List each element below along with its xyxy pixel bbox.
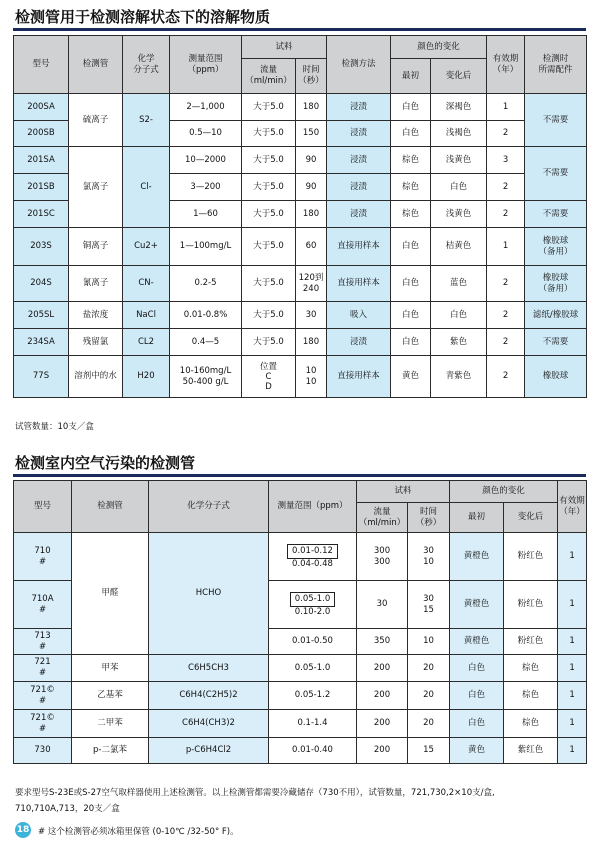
tube-cell: 氯离子 [69,147,123,228]
valid-cell: 1 [558,738,587,764]
range-cell: 0.01-0.50 [269,629,357,655]
after-color-cell: 粉红色 [504,533,558,581]
accessory-cell: 橡胶球 （备用） [525,228,587,266]
after-color-cell: 白色 [431,302,487,329]
header-color: 颜色的变化 [450,481,558,503]
time-cell: 150 [296,121,327,147]
range-cell: 10-160mg/L 50-400 g/L [170,356,242,398]
initial-color-cell: 棕色 [391,201,431,228]
header-after: 变化后 [431,59,487,94]
after-color-cell: 棕色 [504,655,558,682]
time-cell: 30 [296,302,327,329]
tube-cell: 乙基苯 [72,682,149,710]
flow-cell: 200 [357,738,408,764]
range-cell: 0.2-5 [170,266,242,302]
model-cell: 234SA [14,329,69,356]
valid-cell: 1 [487,94,525,121]
range-value: 0.10-2.0 [294,606,331,617]
tube-cell: 残留氯 [69,329,123,356]
flow-cell: 大于5.0 [242,174,296,201]
initial-color-cell: 黄橙色 [450,533,504,581]
initial-color-cell: 棕色 [391,147,431,174]
header-formula: 化学分子式 [149,481,269,533]
accessory-cell: 橡胶球 [525,356,587,398]
model-cell: 204S [14,266,69,302]
method-cell: 直接用样本 [327,266,391,302]
model-cell: 203S [14,228,69,266]
model-cell: 200SA [14,94,69,121]
range-boxed: 0.05-1.0 [290,592,336,607]
range-cell: 3—200 [170,174,242,201]
flow-cell: 大于5.0 [242,302,296,329]
header-flow: 流量 （ml/min） [357,503,408,533]
method-cell: 吸入 [327,302,391,329]
method-cell: 直接用样本 [327,356,391,398]
range-cell: 1—60 [170,201,242,228]
formula-cell: CN- [123,266,170,302]
method-cell: 浸渍 [327,121,391,147]
method-cell: 浸渍 [327,174,391,201]
time-cell: 15 [408,738,450,764]
header-after: 变化后 [504,503,558,533]
time-cell: 20 [408,682,450,710]
tube-cell: 氰离子 [69,266,123,302]
valid-cell: 1 [487,228,525,266]
valid-cell: 3 [487,147,525,174]
range-cell: 2—1,000 [170,94,242,121]
header-model: 型号 [14,481,72,533]
model-cell: 201SA [14,147,69,174]
formula-cell: CL2 [123,329,170,356]
initial-color-cell: 白色 [450,710,504,738]
flow-cell: 大于5.0 [242,228,296,266]
model-cell: 721© # [14,682,72,710]
initial-color-cell: 黄色 [391,356,431,398]
range-boxed: 0.01-0.12 [287,544,338,559]
valid-cell: 2 [487,266,525,302]
after-color-cell: 蓝色 [431,266,487,302]
tube-cell: 铜离子 [69,228,123,266]
section2-note-quantity: 710,710A,713，20支／盒 [15,804,120,814]
model-cell: 721 # [14,655,72,682]
range-cell: 0.4—5 [170,329,242,356]
initial-color-cell: 白色 [450,655,504,682]
header-valid: 有效期 （年） [487,36,525,94]
formula-cell: p-C6H4Cl2 [149,738,269,764]
valid-cell: 1 [558,682,587,710]
method-cell: 浸渍 [327,147,391,174]
flow-cell: 大于5.0 [242,329,296,356]
model-cell: 713 # [14,629,72,655]
section2-note-refrigerate: # 这个检测管必须冰箱里保管 (0-10℃ /32-50° F)。 [38,827,239,837]
flow-cell: 200 [357,682,408,710]
header-method: 检测方法 [327,36,391,94]
flow-cell: 300 300 [357,533,408,581]
flow-cell: 位置 C D [242,356,296,398]
time-cell: 30 10 [408,533,450,581]
formula-cell: C6H5CH3 [149,655,269,682]
header-formula: 化学 分子式 [123,36,170,94]
after-color-cell: 浅褐色 [431,121,487,147]
tube-cell: 盐浓度 [69,302,123,329]
valid-cell: 1 [558,533,587,581]
model-cell: 200SB [14,121,69,147]
valid-cell: 2 [487,302,525,329]
range-cell [269,533,357,581]
time-cell: 180 [296,94,327,121]
valid-cell: 2 [487,356,525,398]
header-range: 测量范围 （ppm） [170,36,242,94]
formula-cell: C6H4(CH3)2 [149,710,269,738]
tube-cell: 甲醛 [72,533,149,655]
after-color-cell: 深褐色 [431,94,487,121]
after-color-cell: 棕色 [504,682,558,710]
method-cell: 浸渍 [327,94,391,121]
accessory-cell: 滤纸/橡胶球 [525,302,587,329]
valid-cell: 1 [558,629,587,655]
header-tube: 检测管 [69,36,123,94]
formula-cell: Cu2+ [123,228,170,266]
valid-cell: 2 [487,121,525,147]
time-cell: 90 [296,147,327,174]
header-model: 型号 [14,36,69,94]
formula-cell: S2- [123,94,170,147]
formula-cell: C6H4(C2H5)2 [149,682,269,710]
valid-cell: 2 [487,201,525,228]
initial-color-cell: 黄橙色 [450,629,504,655]
initial-color-cell: 白色 [391,121,431,147]
accessory-cell: 不需要 [525,147,587,201]
range-cell: 1—100mg/L [170,228,242,266]
header-valid: 有效期 （年） [558,481,587,533]
time-cell: 90 [296,174,327,201]
flow-cell: 大于5.0 [242,94,296,121]
after-color-cell: 棕色 [504,710,558,738]
model-cell: 710A # [14,581,72,629]
initial-color-cell: 白色 [391,329,431,356]
accessory-cell: 不需要 [525,329,587,356]
range-cell: 0.5—10 [170,121,242,147]
tube-cell: p-二氯苯 [72,738,149,764]
after-color-cell: 粉红色 [504,629,558,655]
valid-cell: 2 [487,174,525,201]
range-cell [269,581,357,629]
model-cell: 730 [14,738,72,764]
after-color-cell: 浅黄色 [431,147,487,174]
time-cell: 10 10 [296,356,327,398]
valid-cell: 1 [558,710,587,738]
range-cell: 0.01-0.8% [170,302,242,329]
formula-cell: NaCl [123,302,170,329]
flow-cell: 大于5.0 [242,201,296,228]
initial-color-cell: 黄橙色 [450,581,504,629]
time-cell: 10 [408,629,450,655]
flow-cell: 30 [357,581,408,629]
range-cell: 0.05-1.2 [269,682,357,710]
flow-cell: 大于5.0 [242,121,296,147]
indoor-air-table [13,480,587,764]
time-cell: 180 [296,329,327,356]
initial-color-cell: 白色 [391,228,431,266]
header-accessory: 检测时 所需配件 [525,36,587,94]
formula-cell: H20 [123,356,170,398]
section1-title: 检测管用于检测溶解状态下的溶解物质 [15,8,271,26]
range-cell: 0.1-1.4 [269,710,357,738]
initial-color-cell: 棕色 [391,174,431,201]
valid-cell: 2 [487,329,525,356]
initial-color-cell: 白色 [391,302,431,329]
range-cell: 0.05-1.0 [269,655,357,682]
initial-color-cell: 白色 [391,94,431,121]
flow-cell: 200 [357,655,408,682]
after-color-cell: 紫色 [431,329,487,356]
section1-title-bar [13,28,586,31]
accessory-cell: 不需要 [525,201,587,228]
valid-cell: 1 [558,655,587,682]
flow-cell: 200 [357,710,408,738]
after-color-cell: 白色 [431,174,487,201]
after-color-cell: 紫红色 [504,738,558,764]
section2-title-bar [13,474,586,477]
after-color-cell: 青紫色 [431,356,487,398]
flow-cell: 大于5.0 [242,147,296,174]
header-sample: 试料 [357,481,450,503]
tube-cell: 甲苯 [72,655,149,682]
header-tube: 检测管 [72,481,149,533]
method-cell: 直接用样本 [327,228,391,266]
model-cell: 77S [14,356,69,398]
header-range: 测量范围（ppm） [269,481,357,533]
time-cell: 180 [296,201,327,228]
section1-note: 试管数量：10支／盒 [15,422,94,432]
page-number-badge: 18 [15,822,31,838]
model-cell: 205SL [14,302,69,329]
model-cell: 721© # [14,710,72,738]
header-time: 时间 （秒） [296,59,327,94]
flow-cell: 大于5.0 [242,266,296,302]
tube-cell: 二甲苯 [72,710,149,738]
initial-color-cell: 白色 [450,682,504,710]
header-flow: 流量 （ml/min） [242,59,296,94]
time-cell: 30 15 [408,581,450,629]
after-color-cell: 浅黄色 [431,201,487,228]
dissolved-substance-table [13,35,587,398]
model-cell: 201SB [14,174,69,201]
after-color-cell: 粉红色 [504,581,558,629]
valid-cell: 1 [558,581,587,629]
initial-color-cell: 黄色 [450,738,504,764]
section2-note-storage: 要求型号S-23E或S-27空气取样器使用上述检测管。以上检测管都需要冷藏储存（730不用），试管数量，721,730,2×10支/盒, [15,788,495,798]
accessory-cell: 不需要 [525,94,587,147]
header-time: 时间 （秒） [408,503,450,533]
section2-title: 检测室内空气污染的检测管 [15,454,196,472]
model-cell: 710 # [14,533,72,581]
range-value: 0.04-0.48 [292,558,333,569]
accessory-cell: 橡胶球 （备用） [525,266,587,302]
header-initial: 最初 [450,503,504,533]
after-color-cell: 桔黄色 [431,228,487,266]
method-cell: 浸渍 [327,329,391,356]
range-cell: 0.01-0.40 [269,738,357,764]
tube-cell: 溶剂中的水 [69,356,123,398]
header-initial: 最初 [391,59,431,94]
time-cell: 20 [408,655,450,682]
header-color: 颜色的变化 [391,36,487,59]
model-cell: 201SC [14,201,69,228]
header-sample: 试料 [242,36,327,59]
initial-color-cell: 白色 [391,266,431,302]
time-cell: 120到 240 [296,266,327,302]
flow-cell: 350 [357,629,408,655]
method-cell: 浸渍 [327,201,391,228]
tube-cell: 硫离子 [69,94,123,147]
range-cell: 10—2000 [170,147,242,174]
formula-cell: Cl- [123,147,170,228]
time-cell: 20 [408,710,450,738]
time-cell: 60 [296,228,327,266]
formula-cell: HCHO [149,533,269,655]
